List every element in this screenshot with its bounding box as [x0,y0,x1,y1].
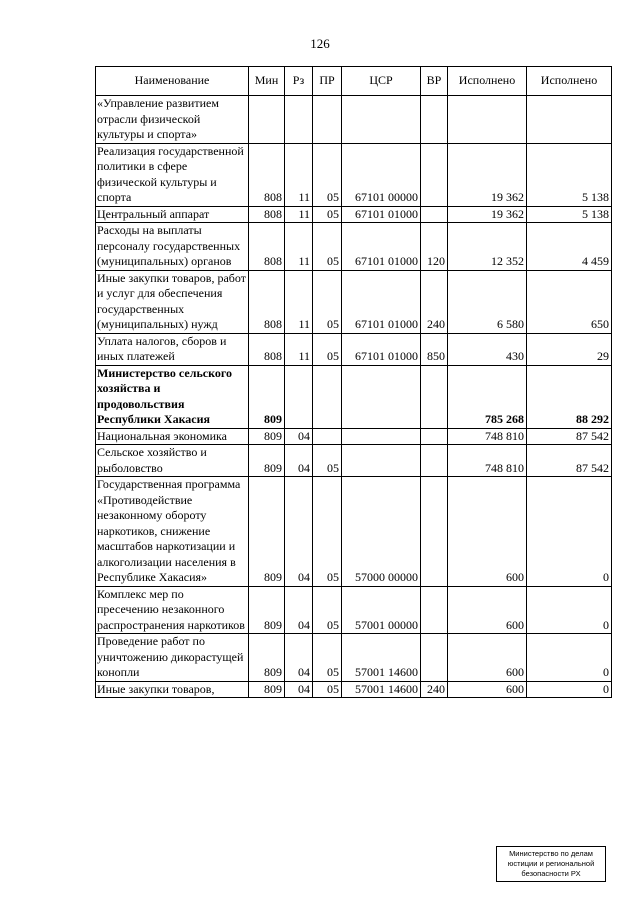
cell-csr [342,96,421,144]
cell-name: Иные закупки товаров, работ и услуг для обеспечения государственных (муниципальных) нужд [96,270,249,333]
cell-name: Национальная экономика [96,428,249,445]
header-rz: Рз [285,67,313,96]
table-body [96,96,612,698]
cell-pr: 05 [313,586,342,634]
cell-name: Иные закупки товаров, [96,681,249,698]
table-row [96,96,612,144]
cell-executed-1: 19 362 [448,206,527,223]
cell-executed-2: 0 [527,681,612,698]
cell-min: 808 [249,333,285,365]
cell-min: 808 [249,223,285,271]
cell-csr: 67101 01000 [342,223,421,271]
cell-pr: 05 [313,445,342,477]
cell-min: 809 [249,365,285,428]
header-executed-1: Исполнено [448,67,527,96]
cell-vr [421,634,448,682]
header-executed-2: Исполнено [527,67,612,96]
cell-executed-1: 600 [448,681,527,698]
cell-pr: 05 [313,143,342,206]
cell-vr [421,365,448,428]
cell-vr [421,96,448,144]
cell-executed-1: 19 362 [448,143,527,206]
cell-pr: 05 [313,223,342,271]
cell-executed-1: 748 810 [448,445,527,477]
table-row [96,270,612,333]
cell-min: 808 [249,206,285,223]
table-row [96,333,612,365]
cell-executed-2: 5 138 [527,206,612,223]
cell-rz: 04 [285,681,313,698]
cell-vr [421,445,448,477]
cell-executed-2: 87 542 [527,428,612,445]
cell-rz [285,365,313,428]
cell-vr [421,586,448,634]
table-row [96,223,612,271]
cell-pr: 05 [313,270,342,333]
cell-rz: 11 [285,333,313,365]
cell-executed-2: 0 [527,477,612,587]
table-row [96,477,612,587]
table-row [96,681,612,698]
cell-csr: 67101 00000 [342,143,421,206]
cell-name: Сельское хозяйство и рыболовство [96,445,249,477]
cell-executed-2: 5 138 [527,143,612,206]
cell-csr: 67101 01000 [342,270,421,333]
stamp-line: юстиции и региональной [507,859,595,868]
cell-rz: 04 [285,586,313,634]
cell-pr: 05 [313,477,342,587]
cell-executed-2: 650 [527,270,612,333]
cell-pr: 05 [313,634,342,682]
cell-min: 808 [249,143,285,206]
cell-csr: 57001 14600 [342,634,421,682]
budget-table [95,66,612,698]
cell-vr: 240 [421,270,448,333]
cell-name: Уплата налогов, сборов и иных платежей [96,333,249,365]
page-number: 126 [310,36,330,51]
cell-min: 809 [249,586,285,634]
cell-rz: 04 [285,477,313,587]
cell-rz: 04 [285,428,313,445]
table-row [96,428,612,445]
cell-executed-2: 4 459 [527,223,612,271]
header-name: Наименование [96,67,249,96]
cell-executed-1: 430 [448,333,527,365]
cell-executed-1: 600 [448,634,527,682]
cell-name: Государственная программа «Противодействие незаконному обороту наркотиков, снижение масштабов наркотизации и алкоголизации населения в Республике Хакасия» [96,477,249,587]
table-row [96,445,612,477]
cell-executed-1: 6 580 [448,270,527,333]
cell-executed-2: 29 [527,333,612,365]
stamp-line: Министерство по делам [509,849,593,858]
cell-executed-1: 12 352 [448,223,527,271]
cell-rz: 11 [285,270,313,333]
table-row [96,206,612,223]
cell-csr: 67101 01000 [342,206,421,223]
table-row [96,365,612,428]
cell-executed-2: 0 [527,634,612,682]
cell-vr [421,206,448,223]
cell-name: «Управление развитием отрасли физической культуры и спорта» [96,96,249,144]
cell-name: Реализация государственной политики в сфере физической культуры и спорта [96,143,249,206]
cell-executed-1: 600 [448,477,527,587]
cell-executed-2: 0 [527,586,612,634]
stamp-line: безопасности РХ [521,869,581,878]
cell-vr: 120 [421,223,448,271]
cell-vr: 850 [421,333,448,365]
table-row [96,586,612,634]
header-vr: ВР [421,67,448,96]
table-header-row [96,67,612,96]
cell-executed-2: 87 542 [527,445,612,477]
cell-name: Центральный аппарат [96,206,249,223]
cell-name: Комплекс мер по пресечению незаконного распространения наркотиков [96,586,249,634]
header-csr: ЦСР [342,67,421,96]
cell-executed-1 [448,96,527,144]
cell-rz: 11 [285,206,313,223]
cell-min: 809 [249,634,285,682]
table-row [96,634,612,682]
cell-executed-1: 600 [448,586,527,634]
cell-pr [313,428,342,445]
cell-executed-2: 88 292 [527,365,612,428]
cell-csr: 67101 01000 [342,333,421,365]
header-min: Мин [249,67,285,96]
cell-pr [313,96,342,144]
cell-min: 808 [249,270,285,333]
cell-rz [285,96,313,144]
cell-executed-2 [527,96,612,144]
cell-rz: 04 [285,634,313,682]
cell-csr [342,365,421,428]
cell-min: 809 [249,428,285,445]
header-pr: ПР [313,67,342,96]
cell-vr [421,477,448,587]
cell-csr: 57001 14600 [342,681,421,698]
cell-csr [342,428,421,445]
cell-csr: 57000 00000 [342,477,421,587]
ministry-stamp [496,846,606,882]
cell-name: Проведение работ по уничтожению дикорастущей конопли [96,634,249,682]
cell-vr [421,428,448,445]
cell-name: Министерство сельского хозяйства и продовольствия Республики Хакасия [96,365,249,428]
cell-executed-1: 785 268 [448,365,527,428]
cell-rz: 04 [285,445,313,477]
table-row [96,143,612,206]
cell-min [249,96,285,144]
cell-pr: 05 [313,681,342,698]
cell-min: 809 [249,445,285,477]
cell-csr: 57001 00000 [342,586,421,634]
cell-pr: 05 [313,206,342,223]
cell-name: Расходы на выплаты персоналу государственных (муниципальных) органов [96,223,249,271]
cell-min: 809 [249,477,285,587]
cell-rz: 11 [285,143,313,206]
cell-csr [342,445,421,477]
cell-min: 809 [249,681,285,698]
cell-vr: 240 [421,681,448,698]
cell-vr [421,143,448,206]
cell-rz: 11 [285,223,313,271]
cell-pr [313,365,342,428]
cell-executed-1: 748 810 [448,428,527,445]
cell-pr: 05 [313,333,342,365]
